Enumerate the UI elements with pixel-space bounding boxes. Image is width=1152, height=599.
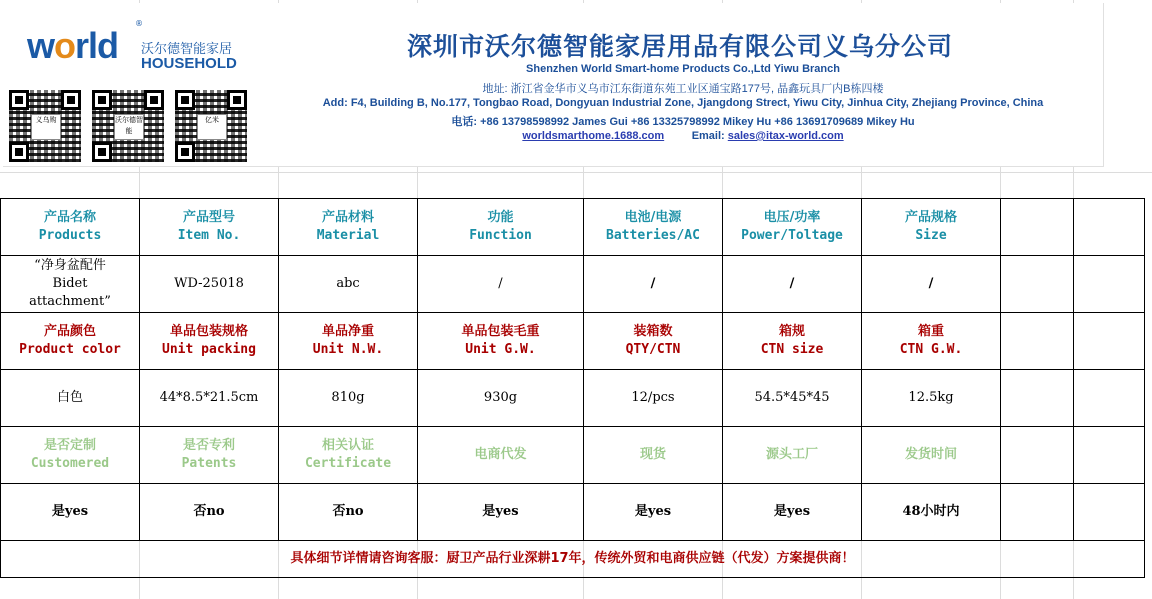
table-row: [1, 199, 1145, 256]
value-cell: 930g: [418, 370, 584, 427]
logo-en-text: HOUSEHOLD: [141, 55, 237, 72]
header-cell: 单品净重 Unit N.W.: [279, 313, 418, 370]
value-cell: 48小时内: [862, 484, 1001, 541]
email-label: Email:: [691, 130, 725, 142]
empty-cell: [1001, 370, 1074, 427]
logo-wordmark: world: [27, 25, 119, 66]
header-cell: 是否专利 Patents: [140, 427, 279, 484]
qr-code-label: 亿米: [197, 114, 227, 140]
empty-cell: [1001, 427, 1074, 484]
empty-cell: [1074, 370, 1145, 427]
header-cell: 相关认证 Certificate: [279, 427, 418, 484]
table-row: [1, 484, 1145, 541]
header-cell: 单品包装规格 Unit packing: [140, 313, 279, 370]
header-cell: 单品包装毛重 Unit G.W.: [418, 313, 584, 370]
qr-code-label: 义乌购: [31, 114, 61, 140]
function-cell: /: [418, 256, 584, 313]
value-cell: 是yes: [1, 484, 140, 541]
value-cell: 是yes: [723, 484, 862, 541]
qr-code-label: 沃尔德智能: [114, 114, 144, 140]
header-cell: 箱规 CTN size: [723, 313, 862, 370]
header-cell: 现货: [584, 427, 723, 484]
table-row: [1, 313, 1145, 370]
empty-cell: [1001, 256, 1074, 313]
header-cell: 源头工厂: [723, 427, 862, 484]
gridline: [0, 172, 1152, 173]
address-en: Add: F4, Building B, No.177, Tongbao Road, Dongyuan Industrial Zone, Jjangdong Strect, Yiwu City, Jinhua City, Zhejiang Province, China: [322, 97, 1044, 109]
header-cell: 产品名称 Products: [1, 199, 140, 256]
value-cell: 是yes: [418, 484, 584, 541]
logo-registered-mark: ®: [135, 19, 143, 28]
battery-cell: /: [584, 256, 723, 313]
empty-cell: [1001, 313, 1074, 370]
empty-cell: [1074, 427, 1145, 484]
header-cell: 发货时间: [862, 427, 1001, 484]
material-cell: abc: [279, 256, 418, 313]
product-spec-table: [0, 198, 1145, 578]
phone-line: 电话: +86 13798598992 James Gui +86 13325798992 Mikey Hu +86 13691709689 Mikey Hu: [451, 116, 915, 128]
value-cell: 12/pcs: [584, 370, 723, 427]
power-cell: /: [723, 256, 862, 313]
empty-cell: [1074, 256, 1145, 313]
company-name-cn: 深圳市沃尔德智能家居用品有限公司义乌分公司: [407, 32, 954, 61]
header-cell: 产品颜色 Product color: [1, 313, 140, 370]
address-cn: 地址: 浙江省金华市义乌市江东街道东苑工业区通宝路177号, 晶鑫玩具厂内B栋四楼: [482, 83, 884, 95]
value-cell: 白色: [1, 370, 140, 427]
size-cell: /: [862, 256, 1001, 313]
qr-code-icon: [9, 90, 81, 162]
qr-code-icon: [175, 90, 247, 162]
service-notice: 具体细节详情请咨询客服：厨卫产品行业深耕17年，传统外贸和电商供应链（代发）方案提供商！: [1, 541, 1145, 578]
table-row: [1, 370, 1145, 427]
header-cell: 电压/功率 Power/Toltage: [723, 199, 862, 256]
header-cell: 产品规格 Size: [862, 199, 1001, 256]
header-cell: 箱重 CTN G.W.: [862, 313, 1001, 370]
header-cell: 电池/电源 Batteries/AC: [584, 199, 723, 256]
website-link[interactable]: worldsmarthome.1688.com: [522, 130, 665, 142]
product-name-cell: “净身盆配件 Bidet attachment”: [1, 256, 140, 313]
header-cell: 是否定制 Customered: [1, 427, 140, 484]
empty-cell: [1001, 199, 1074, 256]
company-logo: [5, 5, 253, 83]
value-cell: 54.5*45*45: [723, 370, 862, 427]
value-cell: 否no: [140, 484, 279, 541]
email-link[interactable]: sales@itax-world.com: [727, 130, 844, 142]
item-no-cell: WD-25018: [140, 256, 279, 313]
header-cell: 功能 Function: [418, 199, 584, 256]
empty-cell: [1074, 199, 1145, 256]
value-cell: 12.5kg: [862, 370, 1001, 427]
qr-code-icon: [92, 90, 164, 162]
empty-cell: [1074, 484, 1145, 541]
value-cell: 否no: [279, 484, 418, 541]
empty-cell: [1074, 313, 1145, 370]
empty-cell: [1001, 484, 1074, 541]
value-cell: 44*8.5*21.5cm: [140, 370, 279, 427]
header-cell: 装箱数 QTY/CTN: [584, 313, 723, 370]
value-cell: 810g: [279, 370, 418, 427]
table-row: [1, 427, 1145, 484]
company-name-en: Shenzhen World Smart-home Products Co.,Ltd Yiwu Branch: [526, 63, 840, 75]
table-row: [1, 256, 1145, 313]
logo-cn-text: 沃尔德智能家居: [141, 42, 233, 57]
company-header: [3, 3, 1104, 167]
header-cell: 电商代发: [418, 427, 584, 484]
header-cell: 产品材料 Material: [279, 199, 418, 256]
table-row: [1, 541, 1145, 578]
contact-line: [263, 130, 1103, 142]
value-cell: 是yes: [584, 484, 723, 541]
header-cell: 产品型号 Item No.: [140, 199, 279, 256]
